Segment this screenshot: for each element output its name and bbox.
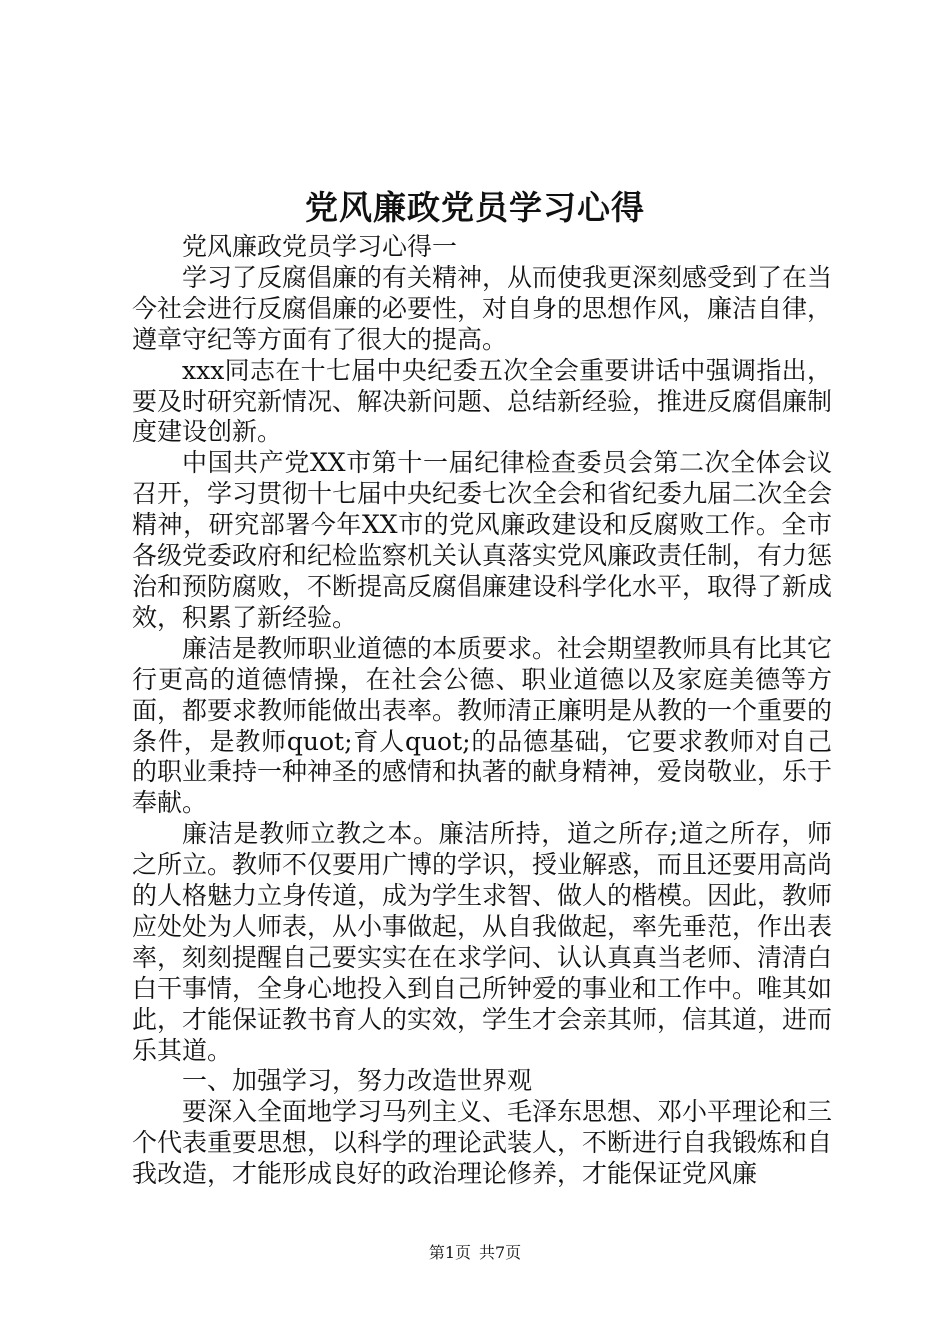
paragraph: 中国共产党XX市第十一届纪律检查委员会第二次全体会议召开，学习贯彻十七届中央纪委七次全会和省纪委九届二次全会精神，研究部署今年XX市的党风廉政建设和反腐败工作。全市各级党委政府和纪检监察机关认真落实党风廉政责任制，有力惩治和预防腐败，不断提高反腐倡廉建设科学化水平，取得了新成效，积累了新经验。 xyxy=(132,448,833,632)
page-total: 共7页 xyxy=(479,1243,522,1262)
paragraph-subtitle: 党风廉政党员学习心得一 xyxy=(182,232,458,261)
document-body xyxy=(132,232,832,1190)
section-heading: 一、加强学习，努力改造世界观 xyxy=(182,1066,533,1096)
page-number: 第1页 xyxy=(428,1243,471,1262)
paragraph: 学习了反腐倡廉的有关精神，从而使我更深刻感受到了在当今社会进行反腐倡廉的必要性，对自身的思想作风，廉洁自律，遵章守纪等方面有了很大的提高。 xyxy=(132,262,833,354)
paragraph: 廉洁是教师立教之本。廉洁所持，道之所存;道之所存，师之所立。教师不仅要用广博的学识，授业解惑，而且还要用高尚的人格魅力立身传道，成为学生求智、做人的楷模。因此，教师应处处为人师表，从小事做起，从自我做起，率先垂范，作出表率，刻刻提醒自己要实实在在求学问、认认真真当老师、清清白白干事情，全身心地投入到自己所钟爱的事业和工作中。唯其如此，才能保证教书育人的实效，学生才会亲其师，信其道，进而乐其道。 xyxy=(132,819,833,1065)
paragraph: xxx同志在十七届中央纪委五次全会重要讲话中强调指出，要及时研究新情况、解决新问题、总结新经验，推进反腐倡廉制度建设创新。 xyxy=(132,355,833,447)
paragraph: 廉洁是教师职业道德的本质要求。社会期望教师具有比其它行更高的道德情操，在社会公德、职业道德以及家庭美德等方面，都要求教师能做出表率。教师清正廉明是从教的一个重要的条件，是教师quot;育人quot;的品德基础，它要求教师对自己的职业秉持一种神圣的感情和执著的献身精神，爱岗敬业，乐于奉献。 xyxy=(132,633,833,818)
paragraph: 要深入全面地学习马列主义、毛泽东思想、邓小平理论和三个代表重要思想，以科学的理论武装人，不断进行自我锻炼和自我改造，才能形成良好的政治理论修养，才能保证党风廉 xyxy=(132,1097,833,1189)
page-footer xyxy=(0,1242,950,1264)
document-title: 党风廉政党员学习心得 xyxy=(305,188,645,227)
